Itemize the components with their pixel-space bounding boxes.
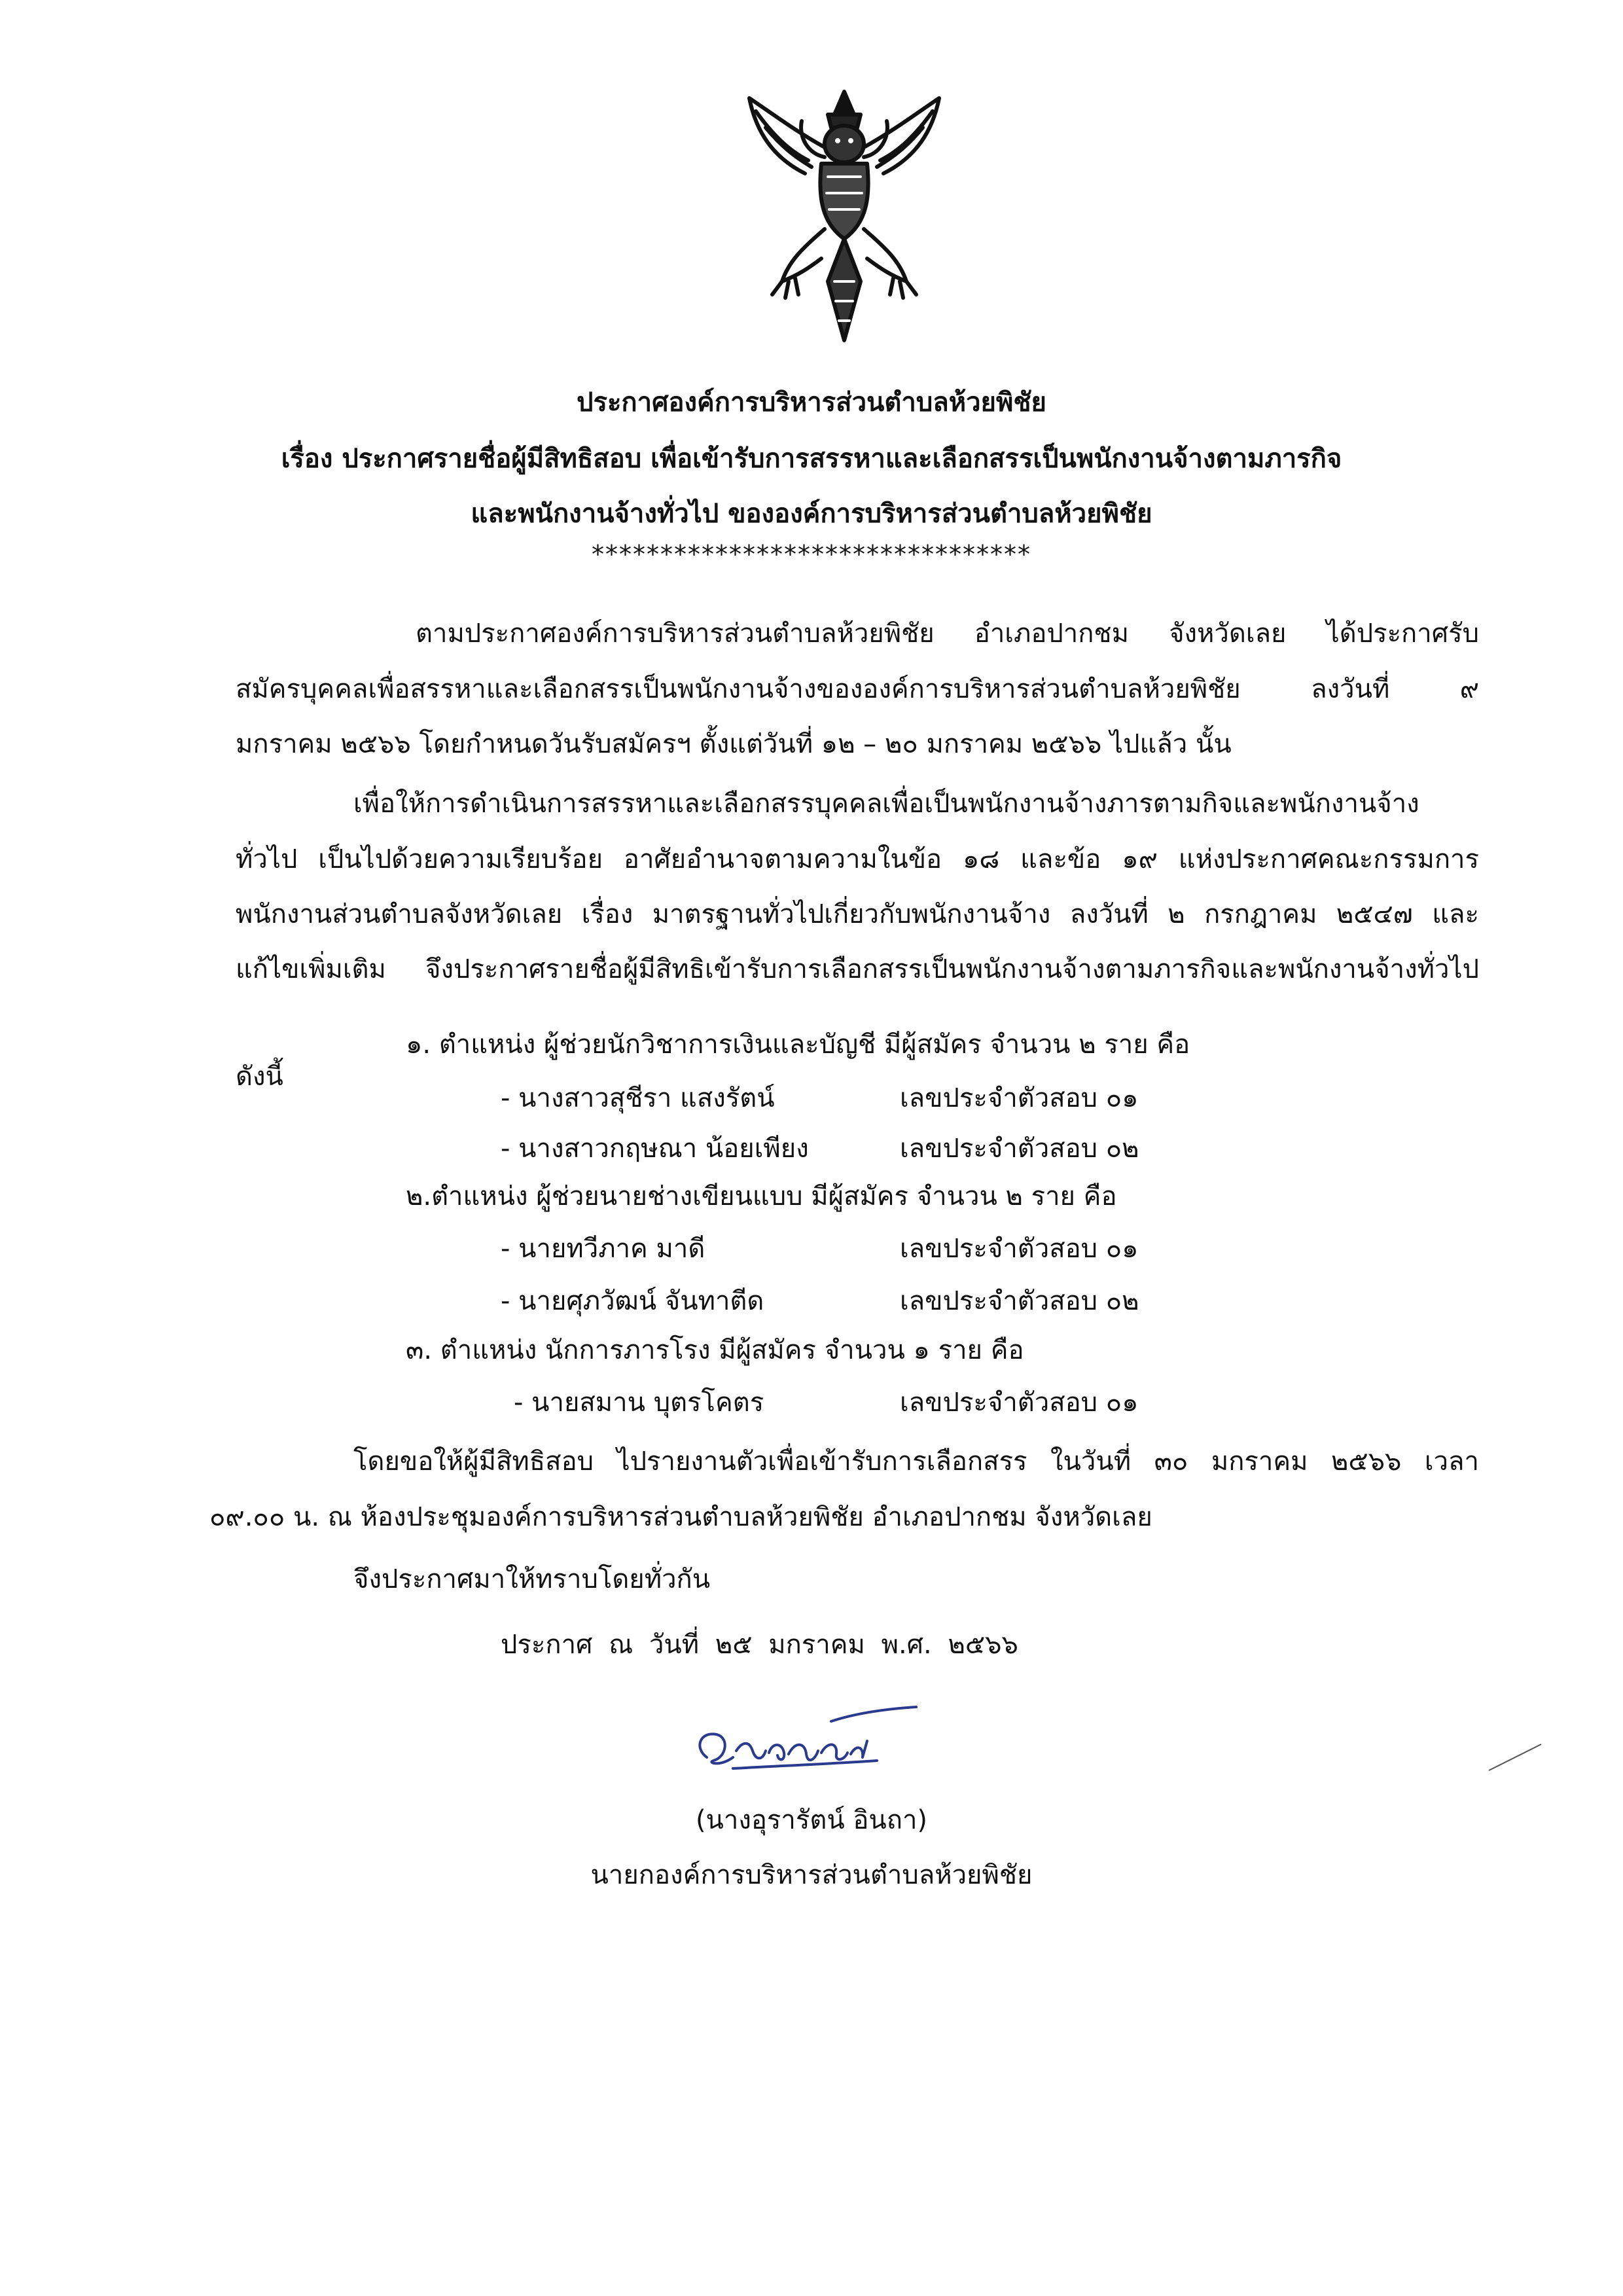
paragraph-1-line-3: มกราคม ๒๕๖๖ โดยกำหนดวันรับสมัครฯ ตั้งแต่วันที่ ๑๒ – ๒๐ มกราคม ๒๕๖๖ ไปแล้ว นั้น (236, 729, 1232, 759)
announcement-title: ประกาศองค์การบริหารส่วนตำบลห้วยพิชัย (577, 387, 1046, 418)
paragraph-2-line-2: ทั่วไป เป็นไปด้วยความเรียบร้อย อาศัยอำนาจตามความในข้อ ๑๘ และข้อ ๑๙ แห่งประกาศคณะกรรมการ (236, 844, 1479, 874)
paragraph-1-line-2: สมัครบุคคลเพื่อสรรหาและเลือกสรรเป็นพนักงานจ้างขององค์การบริหารส่วนตำบลห้วยพิชัย ลงวันที่ ๙ (236, 674, 1479, 704)
position-1-heading-visible: ๑. ตำแหน่ง ผู้ช่วยนักวิชาการเงินและบัญชี มีผู้สมัคร จำนวน ๒ ราย คือ (406, 1030, 1190, 1060)
garuda-emblem-icon (736, 85, 952, 347)
subject-line-1: เรื่อง ประกาศรายชื่อผู้มีสิทธิสอบ เพื่อเข้ารับการสรรหาและเลือกสรรเป็นพนักงานจ้างตามภารกิจ (281, 444, 1342, 474)
paragraph-2-line-1: เพื่อให้การดำเนินการสรรหาและเลือกสรรบุคคลเพื่อเป็นพนักงานจ้างภารตามกิจและพนักงานจ้าง (353, 789, 1419, 819)
paragraph-1-line-1: ตามประกาศองค์การบริหารส่วนตำบลห้วยพิชัย อำเภอปากชม จังหวัดเลย ได้ประกาศรับ (416, 619, 1479, 649)
announce-date: ประกาศ ณ วันที่ ๒๕ มกราคม พ.ศ. ๒๕๖๖ (501, 1630, 1018, 1660)
candidate-1-1-number: เลขประจำตัวสอบ ๐๑ (900, 1083, 1139, 1113)
closing-text: จึงประกาศมาให้ทราบโดยทั่วกัน (353, 1564, 711, 1594)
candidate-2-2-number: เลขประจำตัวสอบ ๐๒ (900, 1286, 1139, 1316)
position-2-heading: ๒.ตำแหน่ง ผู้ช่วยนายช่างเขียนแบบ มีผู้สมัคร จำนวน ๒ ราย คือ (406, 1181, 1117, 1211)
paragraph-3-line-1: โดยขอให้ผู้มีสิทธิสอบ ไปรายงานตัวเพื่อเข้ารับการเลือกสรร ในวันที่ ๓๐ มกราคม ๒๕๖๖ เวลา (353, 1446, 1479, 1477)
candidate-1-2-name: - นางสาวกฤษณา น้อยเพียง (501, 1134, 809, 1164)
candidate-1-2-number: เลขประจำตัวสอบ ๐๒ (900, 1134, 1139, 1164)
candidate-3-1-number: เลขประจำตัวสอบ ๐๑ (900, 1388, 1139, 1418)
subject-line-2: และพนักงานจ้างทั่วไป ขององค์การบริหารส่วนตำบลห้วยพิชัย (471, 499, 1152, 529)
signer-name: (นางอุรารัตน์ อินถา) (695, 1805, 928, 1835)
paragraph-2-line-5: ดังนี้ (236, 1062, 283, 1092)
candidate-2-1-name: - นายทวีภาค มาดี (501, 1234, 705, 1264)
candidate-2-1-number: เลขประจำตัวสอบ ๐๑ (900, 1234, 1139, 1264)
paragraph-2-line-4: แก้ไขเพิ่มเติม จึงประกาศรายชื่อผู้มีสิทธิเข้ารับการเลือกสรรเป็นพนักงานจ้างตามภารกิจและพนักงานจ้างทั่วไป (236, 954, 1479, 984)
candidate-1-1-name: - นางสาวสุชีรา แสงรัตน์ (501, 1083, 775, 1113)
candidate-3-1-name: - นายสมาน บุตรโคตร (514, 1388, 764, 1418)
candidate-2-2-name: - นายศุภวัฒน์ จันทาตีด (501, 1286, 764, 1316)
position-3-heading: ๓. ตำแหน่ง นักการภารโรง มีผู้สมัคร จำนวน ๑ ราย คือ (406, 1335, 1024, 1365)
paragraph-3-line-2: ๐๙.๐๐ น. ณ ห้องประชุมองค์การบริหารส่วนตำบลห้วยพิชัย อำเภอปากชม จังหวัดเลย (209, 1502, 1152, 1532)
paragraph-2-line-3: พนักงานส่วนตำบลจังหวัดเลย เรื่อง มาตรฐานทั่วไปเกี่ยวกับพนักงานจ้าง ลงวันที่ ๒ กรกฎาคม ๒๕๔๗ และ (236, 899, 1479, 929)
signer-title: นายกองค์การบริหารส่วนตำบลห้วยพิชัย (590, 1860, 1033, 1890)
scan-mark (1486, 1741, 1544, 1774)
separator: ******************************** (592, 540, 1031, 569)
handwritten-signature (681, 1695, 929, 1793)
